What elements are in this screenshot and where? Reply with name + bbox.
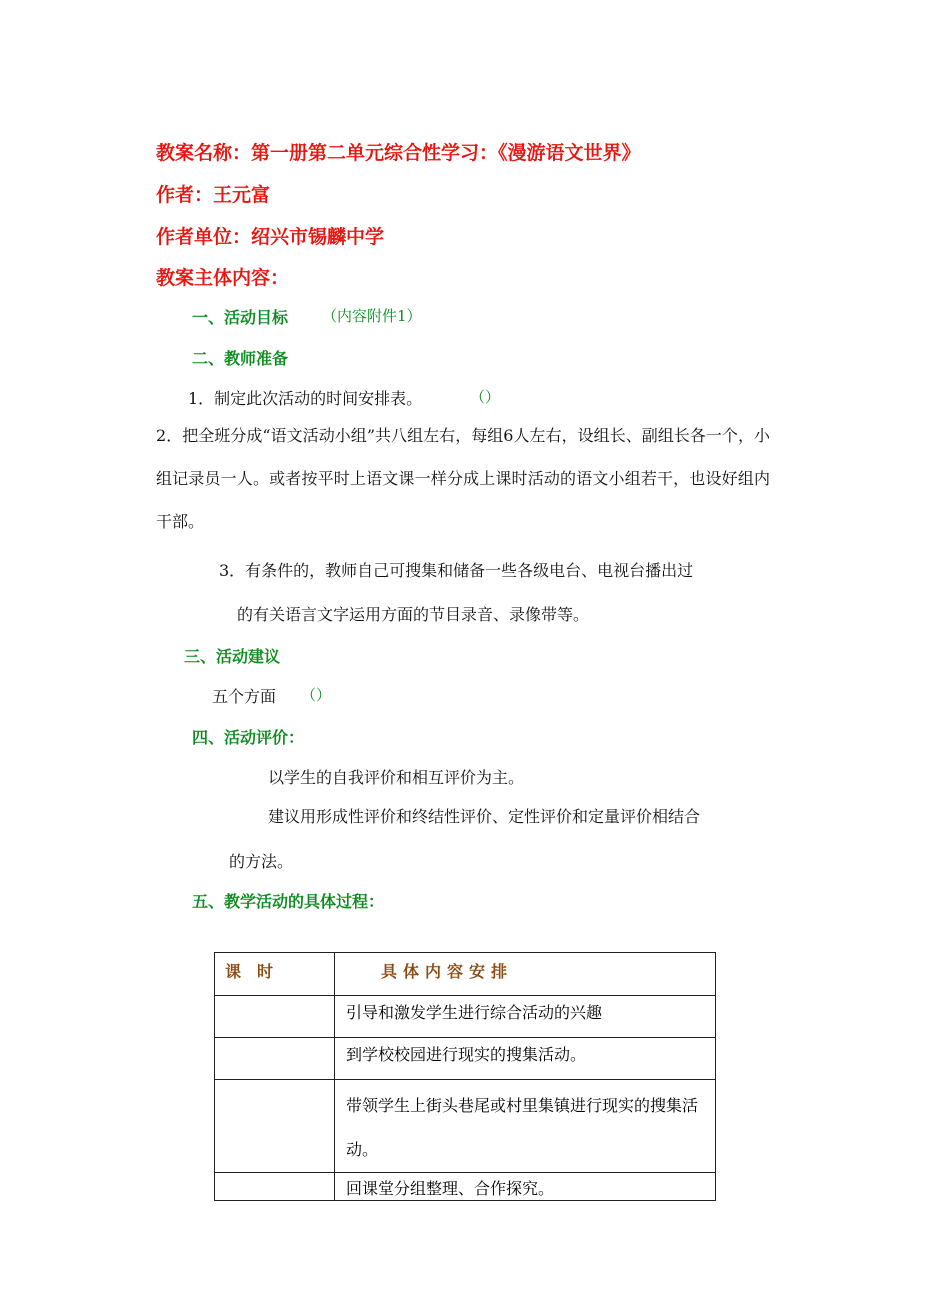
- author-unit: 作者单位：绍兴市锡麟中学: [156, 226, 385, 248]
- header-cell-period: [215, 953, 335, 996]
- section-1-note: （内容附件1）: [322, 307, 422, 325]
- header-period-label: 课 时: [225, 962, 274, 981]
- section-4-title: 四、活动评价：: [192, 728, 305, 747]
- header-content-label: 具体内容安排: [381, 962, 514, 981]
- period-cell: [215, 1080, 335, 1173]
- evaluation-line-1: 以学生的自我评价和相互评价为主。: [268, 768, 525, 787]
- table-row: [215, 1173, 716, 1201]
- main-content-label: 教案主体内容：: [156, 267, 290, 289]
- header-cell-content: [335, 953, 716, 996]
- author: 作者：王元富: [156, 184, 271, 206]
- plan-name: 教案名称：第一册第二单元综合性学习：《漫游语文世界》: [156, 142, 641, 164]
- period-cell: [215, 996, 335, 1038]
- content-cell: 回课堂分组整理、合作探究。: [335, 1173, 716, 1201]
- section-1-title: 一、活动目标: [192, 308, 289, 327]
- content-cell: 带领学生上街头巷尾或村里集镇进行现实的搜集活动。: [335, 1080, 716, 1173]
- table-row: [215, 1038, 716, 1080]
- table-row: [215, 1080, 716, 1173]
- prep-item-1-note: （）: [470, 388, 501, 406]
- content-cell: 到学校校园进行现实的搜集活动。: [335, 1038, 716, 1080]
- table-row: [215, 996, 716, 1038]
- evaluation-line-3: 的方法。: [229, 852, 294, 871]
- period-cell: [215, 1173, 335, 1201]
- prep-item-1: 1．制定此次活动的时间安排表。: [188, 389, 423, 408]
- schedule-table: [214, 952, 716, 1201]
- prep-item-3-line2: 的有关语言文字运用方面的节目录音、录像带等。: [237, 605, 590, 624]
- evaluation-line-2: 建议用形成性评价和终结性评价、定性评价和定量评价相结合: [268, 807, 701, 826]
- prep-item-3-line1: 3．有条件的，教师自己可搜集和储备一些各级电台、电视台播出过: [219, 561, 694, 580]
- suggestion-text: 五个方面: [212, 687, 277, 706]
- period-cell: [215, 1038, 335, 1080]
- section-5-title: 五、教学活动的具体过程：: [192, 892, 385, 911]
- prep-item-2: 2．把全班分成“语文活动小组”共八组左右，每组6人左右，设组长、副组长各一个，小组记录员一人。或者按平时上语文课一样分成上课时活动的语文小组若干，也设好组内干部。: [156, 426, 770, 531]
- suggestion-note: （）: [301, 686, 332, 704]
- section-2-title: 二、教师准备: [192, 349, 289, 368]
- content-cell: 引导和激发学生进行综合活动的兴趣: [335, 996, 716, 1038]
- table-header-row: [215, 953, 716, 996]
- section-3-title: 三、活动建议: [184, 647, 281, 666]
